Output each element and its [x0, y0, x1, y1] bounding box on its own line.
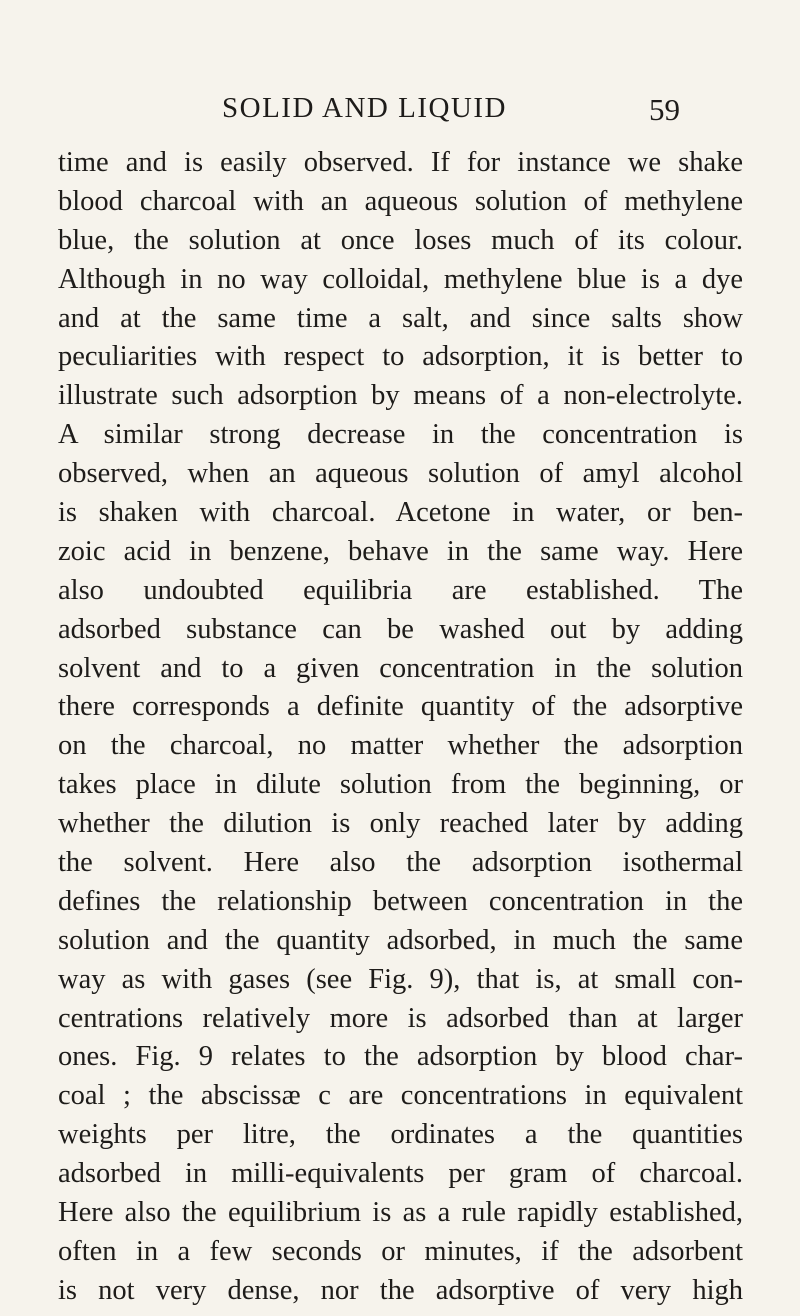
- text-line: coal ; the abscissæ c are concentrations in equivalent: [58, 1080, 743, 1112]
- text-line: A similar strong decrease in the concentration is: [58, 419, 743, 451]
- text-line: blood charcoal with an aqueous solution of methylene: [58, 185, 743, 217]
- text-line: solvent and to a given concentration in the solution: [58, 652, 743, 684]
- text-line: centrations relatively more is adsorbed than at larger: [58, 1002, 743, 1034]
- text-line: on the charcoal, no matter whether the adsorption: [58, 730, 743, 762]
- text-line: takes place in dilute solution from the beginning, or: [58, 769, 743, 801]
- text-line: defines the relationship between concentration in the: [58, 885, 743, 917]
- text-line: weights per litre, the ordinates a the quantities: [58, 1119, 743, 1151]
- text-line: the solvent. Here also the adsorption isothermal: [58, 847, 743, 879]
- text-line: is shaken with charcoal. Acetone in water, or ben-: [58, 497, 743, 529]
- text-line: peculiarities with respect to adsorption, it is better to: [58, 341, 743, 373]
- text-line: is not very dense, nor the adsorptive of very high: [58, 1274, 743, 1306]
- text-line: and at the same time a salt, and since salts show: [58, 302, 743, 334]
- text-line: zoic acid in benzene, behave in the same way. Here: [58, 535, 743, 567]
- text-line: solution and the quantity adsorbed, in much the same: [58, 924, 743, 956]
- body-text: [58, 144, 743, 1311]
- text-line: ones. Fig. 9 relates to the adsorption by blood char-: [58, 1041, 743, 1073]
- text-line: there corresponds a definite quantity of the adsorptive: [58, 691, 743, 723]
- text-line: Here also the equilibrium is as a rule rapidly established,: [58, 1197, 743, 1229]
- page-number: 59: [649, 92, 680, 127]
- text-line: often in a few seconds or minutes, if the adsorbent: [58, 1235, 743, 1267]
- text-line: way as with gases (see Fig. 9), that is, at small con-: [58, 963, 743, 995]
- text-line: observed, when an aqueous solution of amyl alcohol: [58, 458, 743, 490]
- text-line: adsorbed substance can be washed out by adding: [58, 613, 743, 645]
- text-line: also undoubted equilibria are established. The: [58, 574, 743, 606]
- running-head: SOLID AND LIQUID: [222, 92, 507, 124]
- text-line: Although in no way colloidal, methylene blue is a dye: [58, 263, 743, 295]
- text-line: time and is easily observed. If for instance we shake: [58, 147, 743, 178]
- text-line: illustrate such adsorption by means of a non-electrolyte.: [58, 380, 743, 412]
- text-line: blue, the solution at once loses much of its colour.: [58, 224, 743, 256]
- text-line: whether the dilution is only reached later by adding: [58, 808, 743, 840]
- text-line: adsorbed in milli-equivalents per gram of charcoal.: [58, 1158, 743, 1190]
